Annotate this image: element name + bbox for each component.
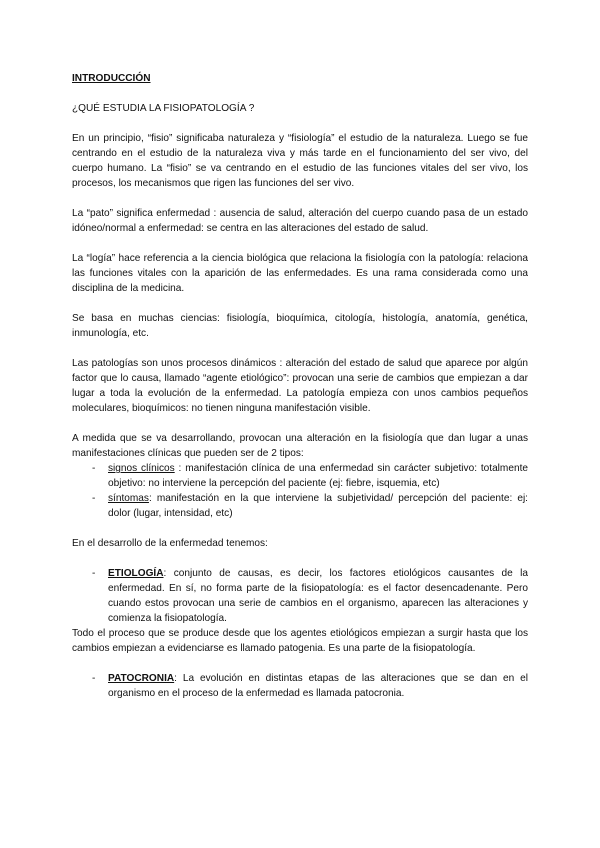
document-content (72, 71, 528, 716)
paragraph-patogenia: Todo el proceso que se produce desde que los agentes etiológicos empiezan a surgir hasta que los cambios empiezan a evidenciarse es llamado patogenia. Es una parte de la fisiopatología. (72, 628, 528, 654)
list-dash: - (92, 568, 96, 579)
term-sintomas: síntomas (108, 493, 149, 504)
list-dash: - (92, 493, 96, 504)
term-patocronia: PATOCRONIA (108, 673, 175, 684)
definition-text: : La evolución en distintas etapas de las alteraciones que se dan en el organismo en el proceso de la enfermedad es llamada patocronia. (108, 673, 528, 699)
list-dash: - (92, 673, 96, 684)
list-item (72, 566, 528, 626)
term-etiologia: ETIOLOGÍA (108, 568, 164, 579)
paragraph-desarrollo: En el desarrollo de la enfermedad tenemos: (72, 538, 268, 549)
list-item (72, 671, 528, 701)
patocronia-list (72, 671, 528, 701)
paragraph-pato: La “pato” significa enfermedad : ausencia de salud, alteración del cuerpo cuando pasa de un estado idóneo/normal a enfermedad: se centra en las alteraciones del estado de salud. (72, 208, 528, 234)
paragraph-fisio: En un principio, “fisio” significaba naturaleza y “fisiología” el estudio de la naturaleza. Luego se fue centrando en el estudio de la naturaleza viva y más tarde en el funcionamiento del ser vivo, del cuerpo humano. La “fisio” se va centrando en el estudio de las funciones vitales del ser vivo, los procesos, los mecanismos que rigen las funciones del ser vivo. (72, 133, 528, 189)
manifestaciones-list (72, 461, 528, 521)
section-title: INTRODUCCIÓN (72, 73, 151, 84)
section-subtitle: ¿QUÉ ESTUDIA LA FISIOPATOLOGÍA ? (72, 103, 255, 114)
definition-text: : conjunto de causas, es decir, los factores etiológicos causantes de la enfermedad. En sí, no forma parte de la fisiopatología: es el factor desencadenante. Pero cuando estos provocan una serie de cambios en el organismo, aparecen las alteraciones y comienza la fisiopatología. (108, 568, 528, 624)
paragraph-ciencias: Se basa en muchas ciencias: fisiología, bioquímica, citología, histología, anatomía, genética, inmunología, etc. (72, 313, 528, 339)
definition-text: : manifestación clínica de una enfermedad sin carácter subjetivo: totalmente objetivo: no interviene la percepción del paciente (ej: fiebre, isquemia, etc) (108, 463, 528, 489)
paragraph-patologias: Las patologías son unos procesos dinámicos : alteración del estado de salud que aparece por algún factor que lo causa, llamado “agente etiológico”: provocan una serie de cambios que empiezan a dar lugar a toda la evolución de la enfermedad. La patología empieza con unos cambios pequeños moleculares, bioquímicos: no tienen ninguna manifestación visible. (72, 358, 528, 414)
list-dash: - (92, 463, 96, 474)
etiologia-list (72, 566, 528, 626)
paragraph-manifestaciones: A medida que se va desarrollando, provocan una alteración en la fisiología que dan lugar a unas manifestaciones clínicas que pueden ser de 2 tipos: (72, 433, 528, 459)
list-item (72, 491, 528, 521)
list-item (72, 461, 528, 491)
paragraph-logia: La “logía” hace referencia a la ciencia biológica que relaciona la fisiología con la patología: relaciona las funciones vitales con la aparición de las enfermedades. Es una rama considerada como una disciplina de la medicina. (72, 253, 528, 294)
definition-text: : manifestación en la que interviene la subjetividad/ percepción del paciente: ej: dolor (lugar, intensidad, etc) (108, 493, 528, 519)
term-signos-clinicos: signos clínicos (108, 463, 175, 474)
